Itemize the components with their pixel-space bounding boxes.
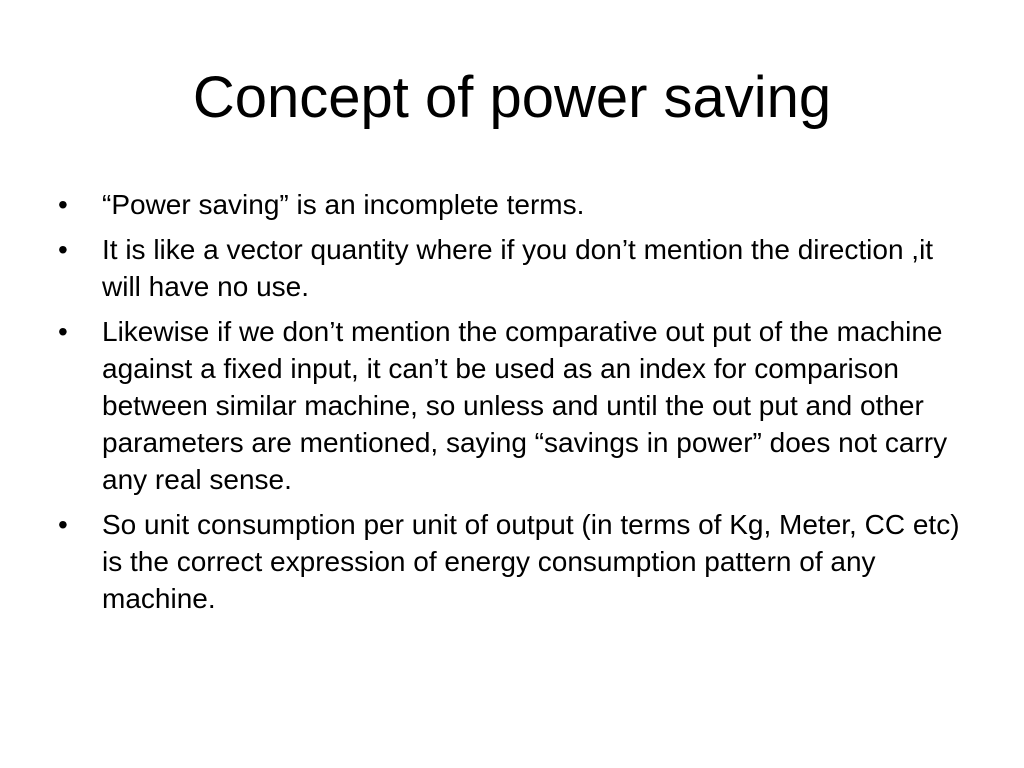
- bullet-item: [58, 313, 978, 498]
- bullet-text: Likewise if we don’t mention the comparative out put of the machine against a fixed input, it can’t be used as an index for comparison between similar machine, so unless and until the out put and other parameters are mentioned, saying “savings in power” does not carry any real sense.: [102, 316, 948, 495]
- bullet-text: So unit consumption per unit of output (in terms of Kg, Meter, CC etc) is the correct expression of energy consumption pattern of any machine.: [102, 509, 960, 614]
- bullet-text: It is like a vector quantity where if you don’t mention the direction ,it will have no use.: [102, 234, 934, 302]
- bullet-item: [58, 506, 978, 617]
- bullet-item: [58, 231, 978, 305]
- bullet-marker: •: [58, 189, 68, 220]
- slide-title: Concept of power saving: [192, 65, 832, 130]
- bullet-list: [58, 186, 978, 625]
- bullet-marker: •: [58, 234, 68, 265]
- bullet-marker: •: [58, 316, 68, 347]
- bullet-text: “Power saving” is an incomplete terms.: [102, 189, 585, 220]
- bullet-marker: •: [58, 509, 68, 540]
- bullet-item: [58, 186, 978, 223]
